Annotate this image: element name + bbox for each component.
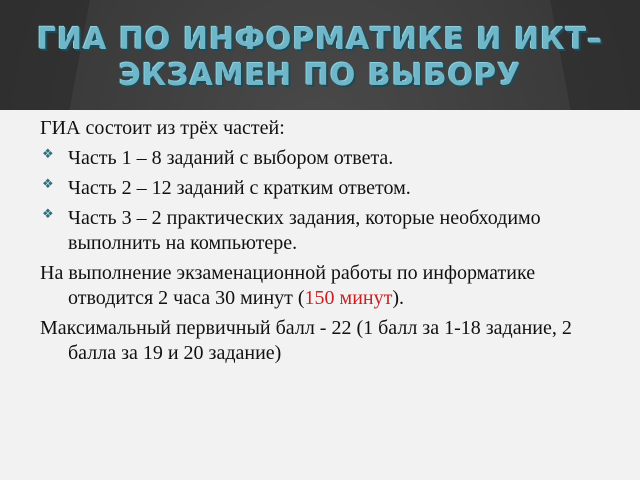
slide-title xyxy=(0,22,640,94)
list-item xyxy=(40,146,610,171)
slide-title-line-2: ЭКЗАМЕН ПО ВЫБОРУ xyxy=(118,58,522,93)
diamond-bullet-icon: ❖ xyxy=(42,207,54,222)
duration-text-after: ). xyxy=(392,287,405,309)
diamond-bullet-icon: ❖ xyxy=(42,177,54,192)
diamond-bullet-icon: ❖ xyxy=(42,147,54,162)
list-item-text: Часть 1 – 8 заданий с выбором ответа. xyxy=(68,147,394,169)
list-item-text: Часть 2 – 12 заданий с кратким ответом. xyxy=(68,177,411,199)
slide-body xyxy=(40,116,610,371)
intro-text: ГИА состоит из трёх частей: xyxy=(40,117,285,139)
list-item xyxy=(40,176,610,201)
list-item xyxy=(40,206,610,256)
score-text: Максимальный первичный балл - 22 (1 балл за 1-18 задание, 2 балла за 19 и 20 задание) xyxy=(40,317,572,364)
list-item-text: Часть 3 – 2 практических задания, которые необходимо выполнить на компьютере. xyxy=(68,207,541,254)
duration-highlight: 150 минут xyxy=(304,287,393,309)
slide-title-line-1: ГИА ПО ИНФОРМАТИКЕ И ИКТ– xyxy=(36,22,604,57)
duration-text-before: На выполнение экзаменационной работы по информатике отводится 2 часа 30 минут ( xyxy=(40,262,536,309)
duration-text xyxy=(40,261,610,311)
